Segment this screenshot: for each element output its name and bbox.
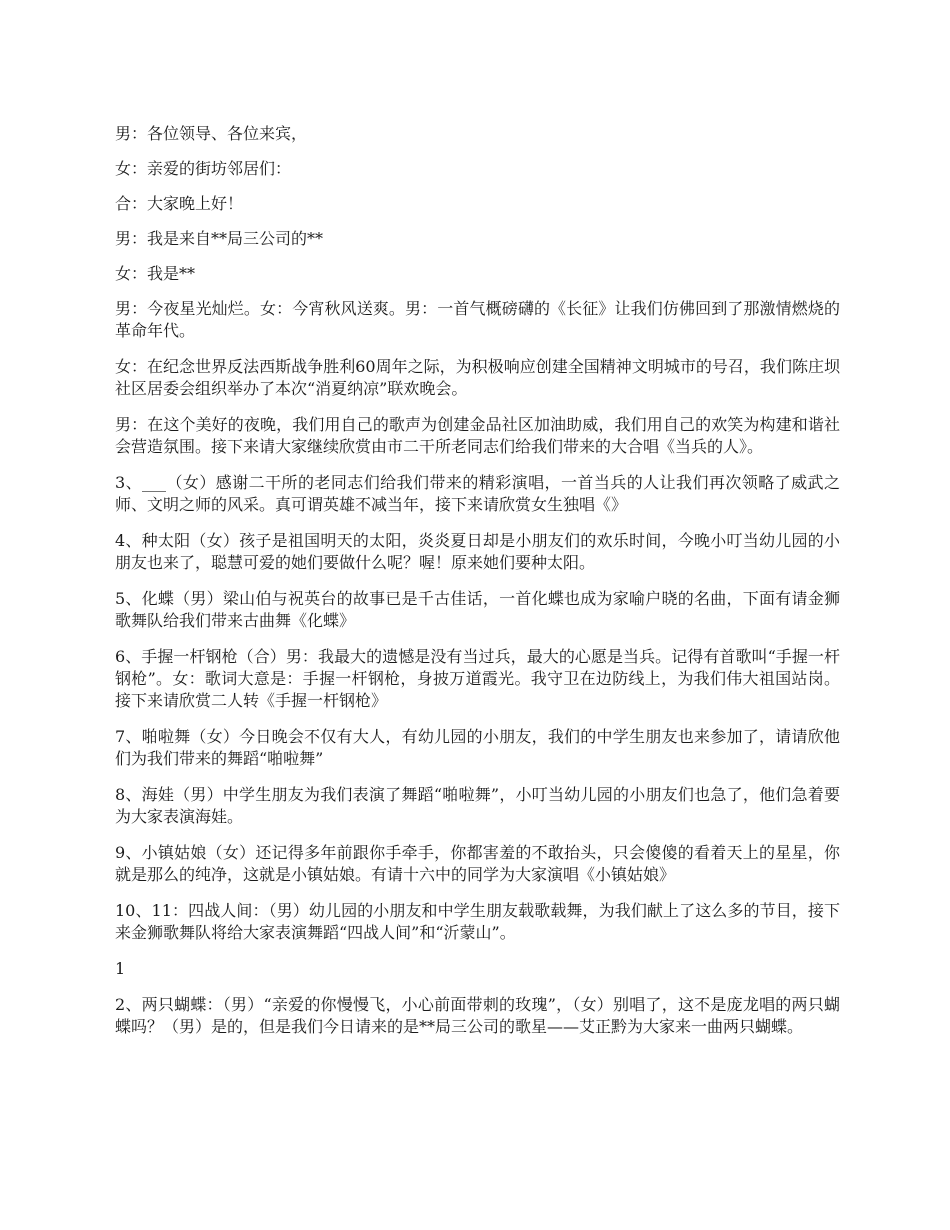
paragraph: 女：在纪念世界反法西斯战争胜利60周年之际，为积极响应创建全国精神文明城市的号召，我们陈庄坝社区居委会组织举办了本次“消夏纳凉”联欢晚会。	[115, 357, 840, 398]
paragraph: 5、化蝶（男）梁山伯与祝英台的故事已是千古佳话，一首化蝶也成为家喻户晓的名曲，下面有请金狮歌舞队给我们带来古曲舞《化蝶》	[115, 589, 840, 630]
paragraph: 女：我是**	[115, 264, 196, 283]
paragraph: 男：今夜星光灿烂。女：今宵秋风送爽。男：一首气概磅礴的《长征》让我们仿佛回到了那激情燃烧的革命年代。	[115, 299, 840, 340]
paragraph: 男：在这个美好的夜晚，我们用自己的歌声为创建金品社区加油助威，我们用自己的欢笑为构建和谐社会营造氛围。接下来请大家继续欣赏由市二干所老同志们给我们带来的大合唱《当兵的人》。	[115, 415, 840, 456]
paragraph: 合：大家晚上好！	[115, 194, 244, 213]
paragraph: 男：我是来自**局三公司的**	[115, 229, 324, 248]
paragraph: 7、啪啦舞（女）今日晚会不仅有大人，有幼儿园的小朋友，我们的中学生朋友也来参加了，请请欣他们为我们带来的舞蹈“啪啦舞”	[115, 727, 840, 768]
paragraph: 10、11：四战人间：（男）幼儿园的小朋友和中学生朋友载歌载舞，为我们献上了这么多的节目，接下来金狮歌舞队将给大家表演舞蹈“四战人间”和“沂蒙山”。	[115, 901, 840, 942]
paragraph: 6、手握一杆钢枪（合）男：我最大的遗憾是没有当过兵，最大的心愿是当兵。记得有首歌叫“手握一杆钢枪”。女：歌词大意是：手握一杆钢枪，身披万道霞光。我守卫在边防线上，为我们伟大祖国站岗。接下来请欣赏二人转《手握一杆钢枪》	[115, 647, 840, 710]
page-number: 1	[115, 959, 126, 978]
paragraph: 女：亲爱的街坊邻居们：	[115, 159, 292, 178]
paragraph: 4、种太阳（女）孩子是祖国明天的太阳，炎炎夏日却是小朋友们的欢乐时间，今晚小叮当幼儿园的小朋友也来了，聪慧可爱的她们要做什么呢？喔！原来她们要种太阳。	[115, 531, 840, 572]
paragraph: 8、海娃（男）中学生朋友为我们表演了舞蹈“啪啦舞”，小叮当幼儿园的小朋友们也急了，他们急着要为大家表演海娃。	[115, 785, 840, 826]
paragraph: 2、两只蝴蝶：（男）“亲爱的你慢慢飞，小心前面带刺的玫瑰”，（女）别唱了，这不是庞龙唱的两只蝴蝶吗？（男）是的，但是我们今日请来的是**局三公司的歌星——艾正黔为大家来一曲两只蝴蝶。	[115, 995, 840, 1036]
paragraph: 男：各位领导、各位来宾，	[115, 124, 308, 143]
paragraph: 3、___（女）感谢二干所的老同志们给我们带来的精彩演唱，一首当兵的人让我们再次领略了威武之师、文明之师的风采。真可谓英雄不减当年，接下来请欣赏女生独唱《》	[115, 473, 840, 514]
paragraph: 9、小镇姑娘（女）还记得多年前跟你手牵手，你都害羞的不敢抬头，只会傻傻的看着天上的星星，你就是那么的纯净，这就是小镇姑娘。有请十六中的同学为大家演唱《小镇姑娘》	[115, 843, 840, 884]
document-body	[115, 123, 840, 1052]
